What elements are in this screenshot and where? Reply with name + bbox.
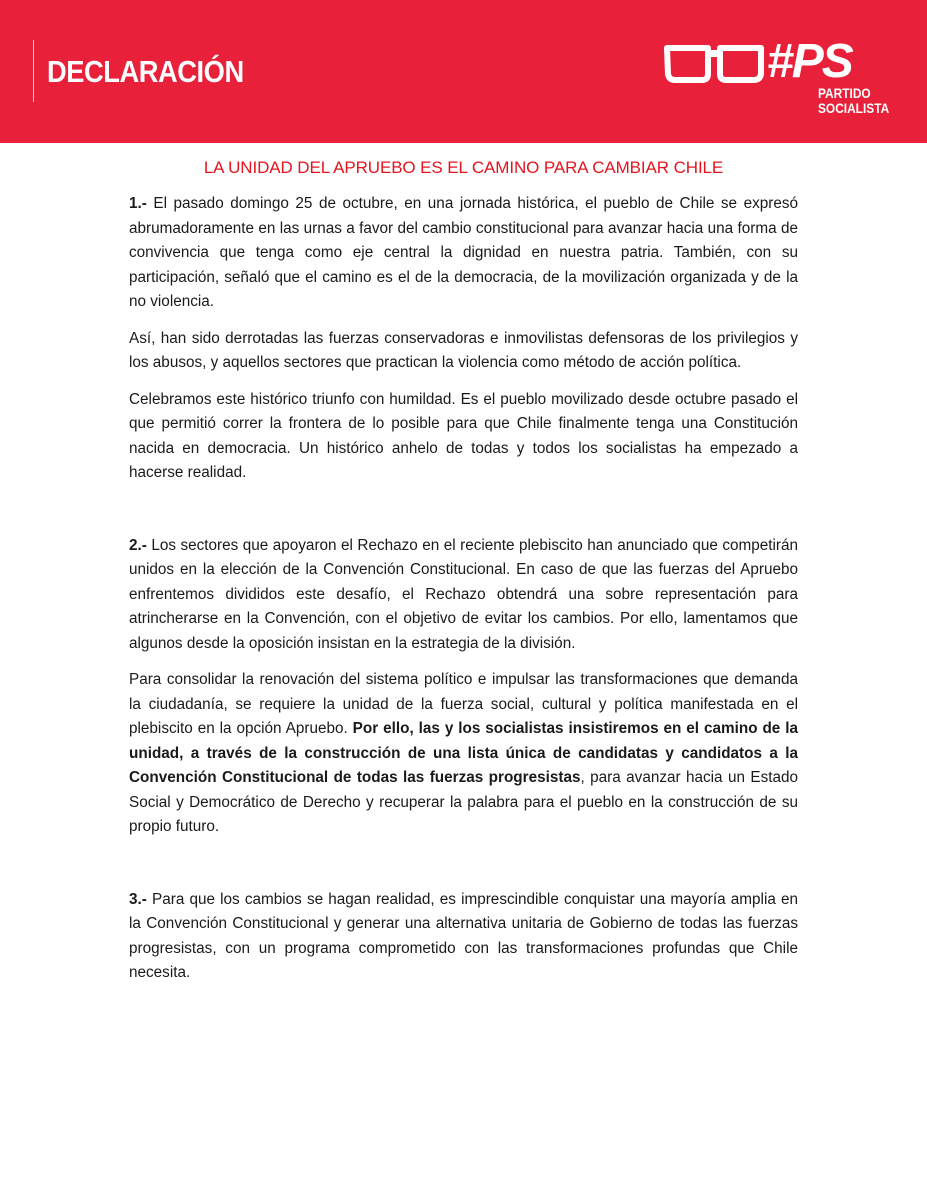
party-name-line-2: SOCIALISTA (818, 100, 890, 116)
ps-logo (664, 35, 904, 118)
header-banner (0, 0, 927, 143)
paragraph-text: Para consolidar la renovación del sistema político e impulsar las transformaciones que demanda la ciudadanía, se requiere la unidad de la fuerza social, cultural y política manifestada en el plebiscito en la opción Apruebo. (129, 671, 798, 737)
ps-hashtag: #PS (767, 35, 852, 88)
section-2-paragraph-2 (129, 668, 798, 840)
document-body (129, 192, 798, 986)
section-3-paragraph-1 (129, 888, 798, 986)
header-title: DECLARACIÓN (47, 54, 244, 89)
document-title: LA UNIDAD DEL APRUEBO ES EL CAMINO PARA CAMBIAR CHILE (203, 158, 724, 177)
section-number: 3.- (129, 890, 147, 908)
section-number: 1.- (129, 195, 147, 212)
header-divider (33, 40, 34, 102)
section-1-paragraph-1 (129, 192, 798, 315)
section-1-paragraph-3: Celebramos este histórico triunfo con humildad. Es el pueblo movilizado desde octubre pasado el que permitió correr la frontera de lo posible para que Chile finalmente tenga una Constitución nacida en democracia. Un histórico anhelo de todas y todos los socialistas ha empezado a hacerse realidad. (129, 390, 798, 481)
emphasized-text: Por ello, las y los socialistas insistiremos en el camino de la unidad, a través de la construcción de una lista única de candidatas y candidatos a la Convención Constitucional de todas las fuerzas progresistas (129, 720, 799, 786)
paragraph-text: Para que los cambios se hagan realidad, es imprescindible conquistar una mayoría amplia en la Convención Constitucional y generar una alternativa unitaria de Gobierno de todas las fuerzas progresistas, con un programa comprometido con las transformaciones profundas que Chile necesita. (129, 890, 799, 981)
party-name-line-1: PARTIDO (818, 85, 871, 101)
section-1-paragraph-2: Así, han sido derrotadas las fuerzas conservadoras e inmovilistas defensoras de los privilegios y los abusos, y aquellos sectores que practican la violencia como método de acción política. (129, 329, 798, 371)
paragraph-text: Los sectores que apoyaron el Rechazo en el reciente plebiscito han anunciado que competirán unidos en la elección de la Convención Constitucional. En caso de que las fuerzas del Apruebo enfrentemos divididos este desafío, el Rechazo obtendrá una sobre representación para atrincherarse en la Convención, con el objetivo de evitar los cambios. Por ello, lamentamos que algunos desde la oposición insistan en la estrategia de la división. (129, 536, 798, 652)
section-number: 2.- (129, 536, 147, 554)
paragraph-text: , para avanzar hacia un Estado Social y Democrático de Derecho y recuperar la palabra para el pueblo en la construcción de su propio futuro. (129, 769, 798, 835)
paragraph-text: El pasado domingo 25 de octubre, en una jornada histórica, el pueblo de Chile se expresó abrumadoramente en las urnas a favor del cambio constitucional para avanzar hacia una forma de convivencia que tenga como eje central la dignidad en nuestra patria. También, con su participación, señaló que el camino es el de la democracia, de la movilización organizada y de la no violencia. (129, 195, 799, 310)
glasses-icon (664, 44, 764, 84)
section-2-paragraph-1 (129, 534, 798, 657)
